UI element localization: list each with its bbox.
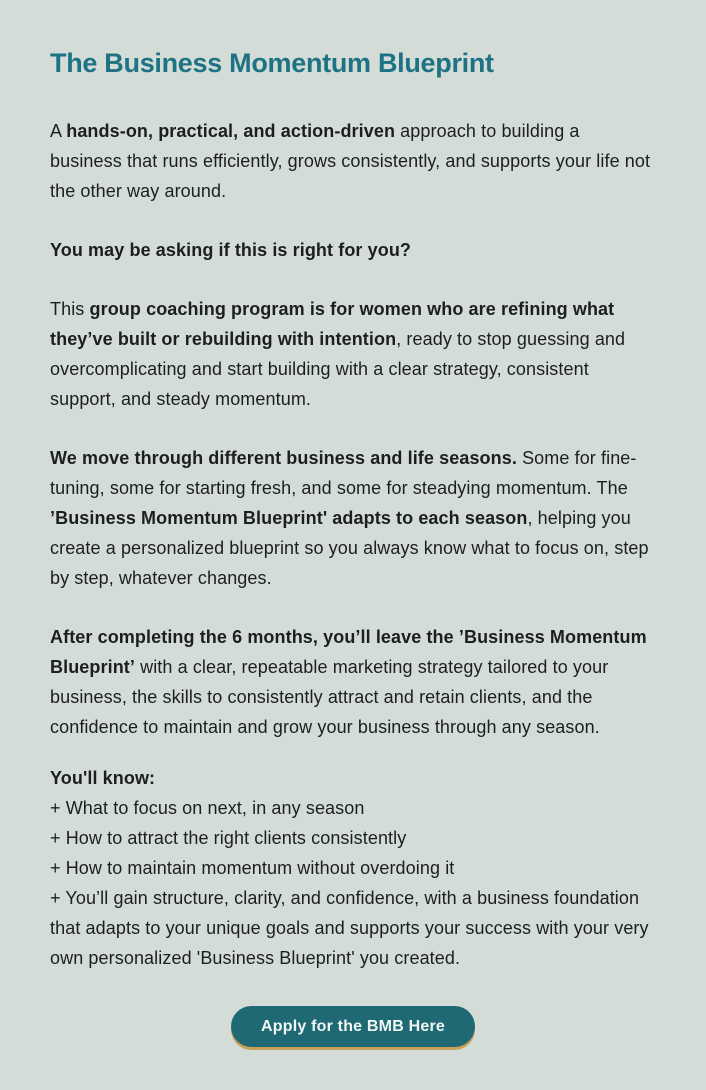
intro-paragraph	[50, 116, 656, 206]
outcome-rest: with a clear, repeatable marketing strategy tailored to your business, the skills to consistently attract and retain clients, and the confidence to maintain and grow your business through any season.	[50, 657, 609, 738]
seasons-mid: Some for fine-tuning, some for starting fresh, and some for steadying momentum. The	[50, 448, 637, 499]
intro-bold: hands-on, practical, and action-driven	[66, 121, 396, 142]
list-item: + How to maintain momentum without overdoing it	[50, 858, 455, 879]
button-row	[50, 1006, 656, 1047]
program-rest: , ready to stop guessing and overcomplicating and start building with a clear strategy, consistent support, and steady momentum.	[50, 329, 626, 410]
list-item: + You’ll gain structure, clarity, and confidence, with a business foundation that adapts to your unique goals and supports your success with your very own personalized 'Business Blueprint' you created.	[50, 888, 649, 969]
outcome-bold: After completing the 6 months, you’ll leave the ’Business Momentum Blueprint’	[50, 627, 647, 678]
benefits-list	[50, 763, 656, 973]
seasons-paragraph	[50, 443, 656, 593]
list-item: + What to focus on next, in any season	[50, 798, 365, 819]
seasons-bold-2: ’Business Momentum Blueprint' adapts to each season	[50, 508, 528, 529]
benefits-list-heading: You'll know:	[50, 768, 156, 789]
page	[0, 18, 706, 1090]
program-lead: This	[50, 299, 90, 320]
program-paragraph	[50, 294, 656, 414]
page-title: The Business Momentum Blueprint	[50, 48, 494, 79]
list-item: + How to attract the right clients consistently	[50, 828, 407, 849]
intro-lead: A	[50, 121, 67, 142]
program-bold: group coaching program is for women who are refining what they’ve built or rebuilding with intention	[50, 299, 615, 350]
intro-rest: approach to building a business that runs efficiently, grows consistently, and supports your life not the other way around.	[50, 121, 651, 202]
apply-button[interactable]: Apply for the BMB Here	[231, 1006, 475, 1047]
outcome-paragraph	[50, 622, 656, 742]
seasons-rest: , helping you create a personalized blueprint so you always know what to focus on, step by step, whatever changes.	[50, 508, 649, 589]
seasons-bold-1: We move through different business and life seasons.	[50, 448, 517, 469]
question-heading: You may be asking if this is right for you?	[50, 240, 412, 261]
